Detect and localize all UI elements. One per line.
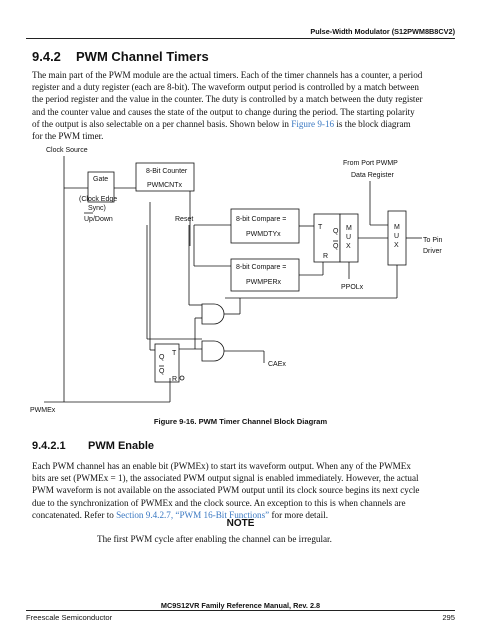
mux1-x: X <box>346 243 351 250</box>
para-text: is the block diagram <box>334 118 411 129</box>
ff-qbar-label: Q <box>333 243 339 250</box>
note-title: NOTE <box>226 518 255 529</box>
counter-register: PWMCNTx <box>147 182 182 189</box>
para-line: The main part of the PWM module are the actual timers. Each of the timer channels has a counter, a period <box>32 70 423 80</box>
para-line: PWM waveform is not available on the associated PWM output until its clock source begins its next cycle <box>32 485 420 496</box>
from-port-label: From Port PWMP <box>343 160 398 167</box>
and-gate-lower <box>202 341 224 361</box>
para-line: and the counter value and causes the state of the output to change during the period. The starting polarity <box>32 106 415 117</box>
para-line: for the PWM timer. <box>32 131 104 142</box>
para-line: the period register and the value in the counter. The duty is controlled by a match between the duty register <box>32 94 423 105</box>
compare-period-register: PWMPERx <box>246 279 281 286</box>
pwme-label: PWMEx <box>30 407 56 414</box>
note-text: The first PWM cycle after enabling the channel can be irregular. <box>97 534 332 544</box>
mux2-x: X <box>394 242 399 249</box>
ff-r-label: R <box>323 253 329 260</box>
para-line: due to the synchronization of PWMEx and the clock source. An exception to this is when channels are <box>32 497 406 508</box>
ff2-qbar-label: Q <box>159 368 165 375</box>
footer-page-number: 295 <box>442 613 455 622</box>
gate-label: Gate <box>93 176 109 183</box>
and-gate-upper <box>202 304 224 324</box>
ppol-label: PPOLx <box>341 284 364 291</box>
ff2-t-label: T <box>172 350 177 357</box>
mux2-u: U <box>394 233 400 240</box>
footer-rule <box>26 610 455 611</box>
footer-doc-title: MC9S12VR Family Reference Manual, Rev. 2.8 <box>160 601 321 610</box>
clock-source-label: Clock Source <box>46 147 88 154</box>
data-register-label: Data Register <box>351 172 394 179</box>
compare-duty-register: PWMDTYx <box>246 231 281 238</box>
to-pin-label: To Pin <box>423 237 443 244</box>
section-link[interactable]: Section 9.4.2.7, “PWM 16-Bit Functions” <box>116 509 270 520</box>
mux1-u: U <box>346 234 352 241</box>
figure-link[interactable]: Figure 9-16 <box>291 118 335 129</box>
compare-duty-title: 8-bit Compare = <box>236 216 287 223</box>
ff2-q-label: Q <box>159 354 165 361</box>
clock-edge-label: (Clock Edge <box>79 196 118 203</box>
driver-label: Driver <box>423 248 442 255</box>
counter-title: 8-Bit Counter <box>146 168 188 175</box>
subsection-title: PWM Enable <box>88 440 155 452</box>
para-line: register and a duty register (each are 8-bit). The waveform output period is controlled by a match between <box>32 82 419 93</box>
ff2-r-label: R <box>172 376 178 383</box>
ff-t-label: T <box>318 224 323 231</box>
running-header: Pulse-Width Modulator (S12PWM8B8CV2) <box>310 27 455 36</box>
subsection-paragraph <box>32 460 452 521</box>
sync-label: Sync) <box>88 205 106 212</box>
ff-q-label: Q <box>333 228 339 235</box>
cae-label: CAEx <box>268 361 286 368</box>
para-text: of the output is also selectable on a per channel basis. Shown below in <box>32 118 292 129</box>
subsection-heading <box>32 440 154 452</box>
para-text: concatenated. Refer to <box>32 509 117 520</box>
section-number: 9.4.2 <box>32 49 61 64</box>
diagram-area <box>67 225 331 415</box>
footer-company: Freescale Semiconductor <box>26 613 113 622</box>
mux1-m: M <box>346 225 352 232</box>
figure-caption: Figure 9-16. PWM Timer Channel Block Diagram <box>153 417 328 426</box>
mux2-m: M <box>394 224 400 231</box>
para-text: for more detail. <box>269 509 328 520</box>
para-line: bits are set (PWMEx = 1), the associated PWM output signal is enabled immediately. However, the actual <box>32 473 419 484</box>
reset-inversion-bubble <box>180 376 184 380</box>
up-down-label: Up/Down <box>84 216 113 223</box>
compare-period-title: 8-bit Compare = <box>236 264 287 271</box>
section-title: PWM Channel Timers <box>76 49 209 64</box>
para-line: Each PWM channel has an enable bit (PWMEx) to start its waveform output. When any of the PWMEx <box>32 461 411 471</box>
reset-label: Reset <box>175 216 194 223</box>
subsection-number: 9.4.2.1 <box>32 440 66 452</box>
